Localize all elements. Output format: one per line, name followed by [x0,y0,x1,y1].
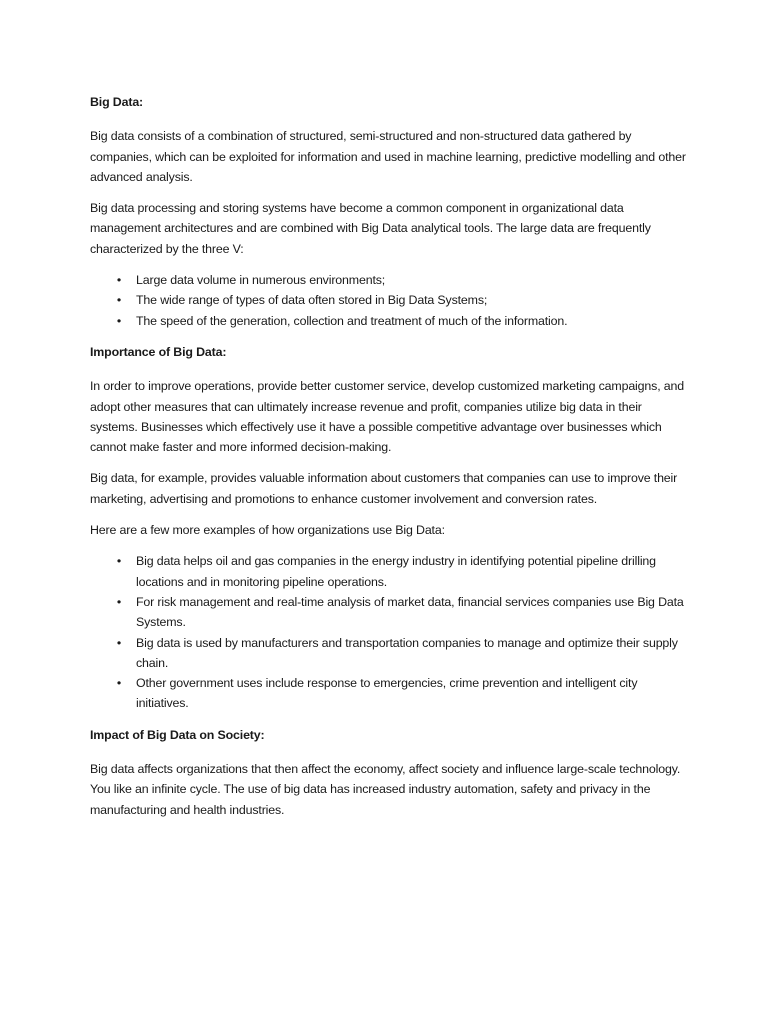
bullet-list-examples [90,551,690,713]
list-item-text: Big data helps oil and gas companies in the energy industry in identifying potential pipeline drilling locations and in monitoring pipeline operations. [136,554,656,589]
bullet-icon: • [116,676,122,691]
bullet-icon: • [116,273,122,288]
paragraph-impact: Big data affects organizations that then affect the economy, affect society and influence large-scale technology. You like an infinite cycle. The use of big data has increased industry automation, safety and privacy in the manufacturing and health industries. [90,762,681,817]
paragraph-example: Big data, for example, provides valuable information about customers that companies can use to improve their marketing, advertising and promotions to enhance customer involvement and conversion rates. [90,471,678,506]
list-item-text: Big data is used by manufacturers and transportation companies to manage and optimize their supply chain. [136,635,678,670]
heading-big-data: Big Data: [90,95,144,109]
heading-importance: Importance of Big Data: [90,344,227,359]
list-item [90,311,690,331]
heading-impact: Impact of Big Data on Society: [90,727,265,742]
list-item [90,592,690,633]
bullet-icon: • [116,293,122,308]
bullet-icon: • [116,594,122,609]
list-item [90,673,690,714]
paragraph-definition: Big data consists of a combination of structured, semi-structured and non-structured data gathered by companies, which can be exploited for information and used in machine learning, predictive modelling and other advanced analysis. [90,129,686,184]
bullet-icon: • [116,635,122,650]
list-item [90,633,690,674]
list-item-text: The speed of the generation, collection and treatment of much of the information. [136,313,568,328]
document-page [90,92,690,831]
list-item [90,290,690,310]
paragraph-importance: In order to improve operations, provide better customer service, develop customized marketing campaigns, and adopt other measures that can ultimately increase revenue and profit, companies utilize big data in their systems. Businesses which effectively use it have a possible competitive advantage over businesses which cannot make faster and more informed decision-making. [90,379,684,455]
bullet-icon: • [116,554,122,569]
bullet-list-three-v [90,270,690,331]
list-item-text: For risk management and real-time analysis of market data, financial services companies use Big Data Systems. [136,594,684,630]
paragraph-processing: Big data processing and storing systems have become a common component in organizational data management architectures and are combined with Big Data analytical tools. The large data are frequently characterized by the three V: [90,201,651,256]
list-item [90,270,690,290]
list-item-text: Other government uses include response to emergencies, crime prevention and intelligent city initiatives. [136,676,638,711]
bullet-icon: • [116,313,122,328]
paragraph-examples-intro: Here are a few more examples of how organizations use Big Data: [90,523,445,538]
list-item-text: The wide range of types of data often stored in Big Data Systems; [136,293,488,308]
list-item [90,551,690,592]
list-item-text: Large data volume in numerous environments; [136,273,386,288]
